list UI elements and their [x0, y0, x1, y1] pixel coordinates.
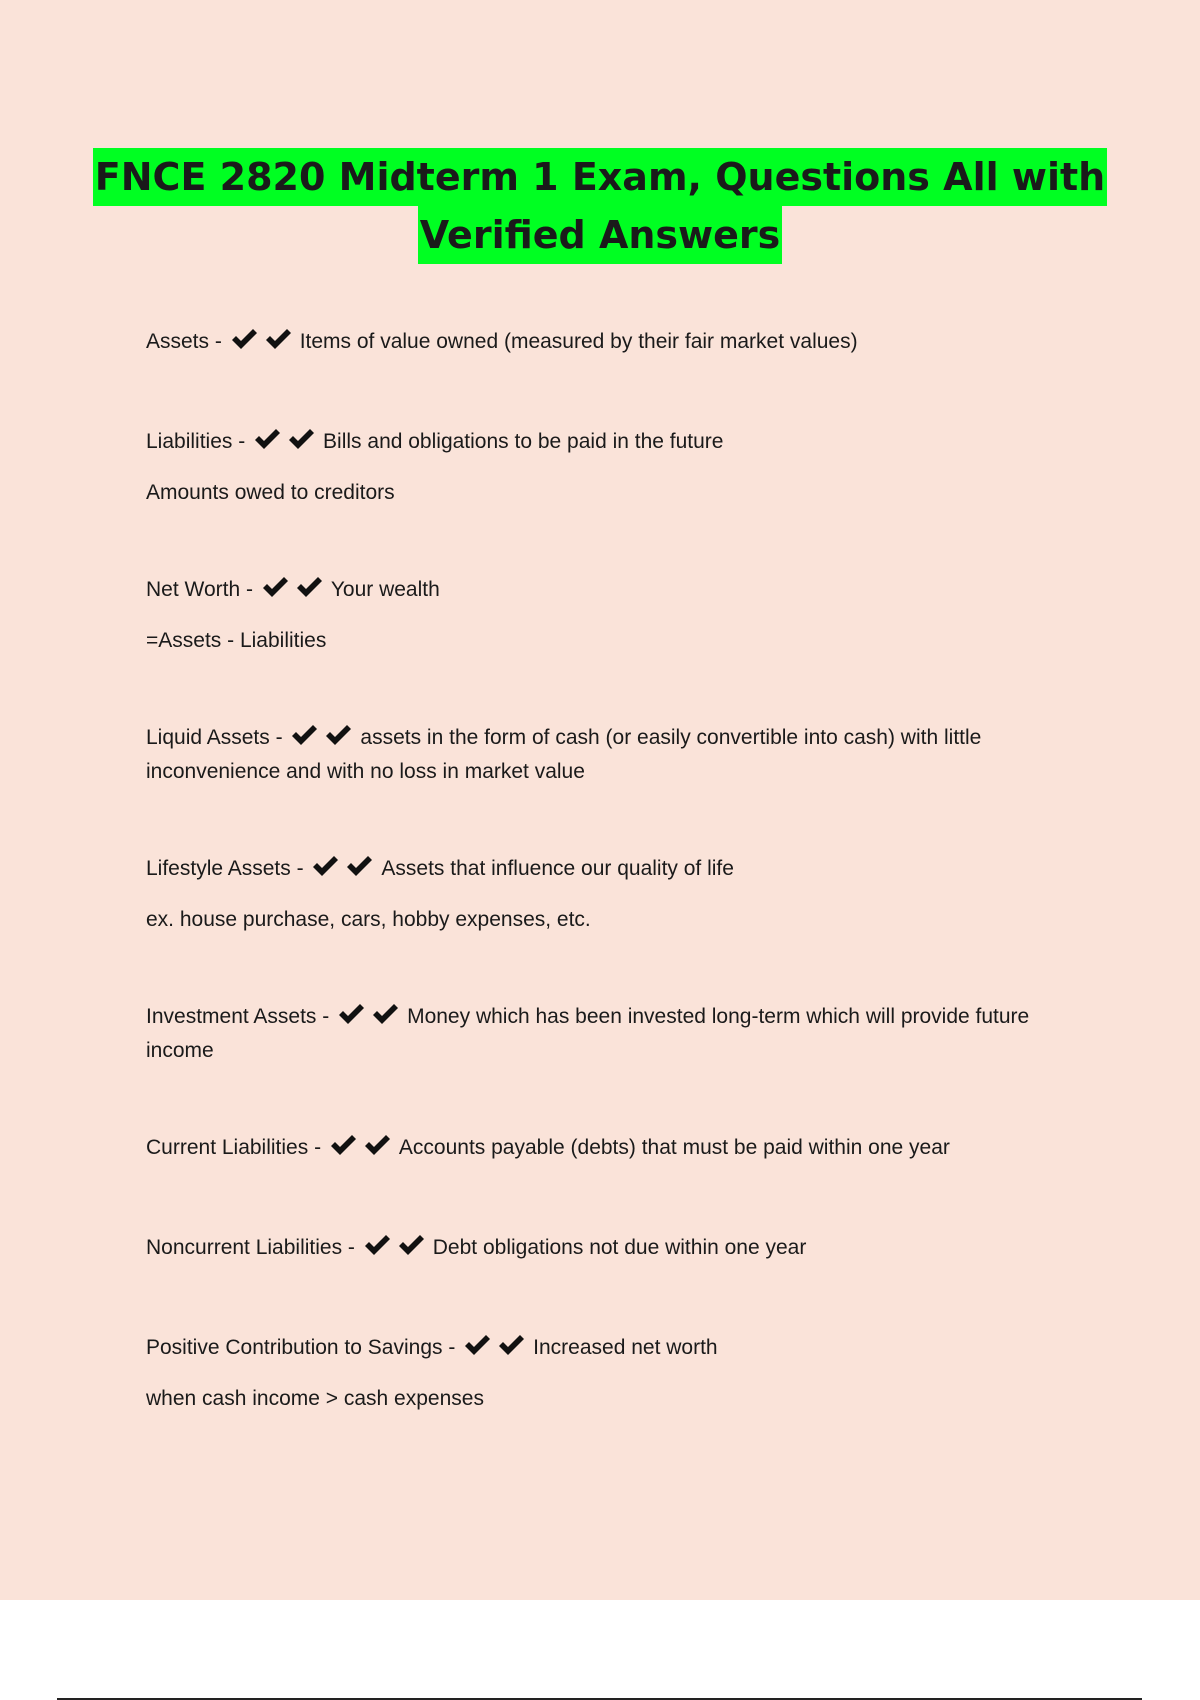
check-mark-icon [261, 575, 289, 599]
qa-item [146, 722, 1086, 787]
qa-line [146, 722, 1086, 787]
check-mark-icon [363, 1133, 391, 1157]
qa-item [146, 1332, 1086, 1414]
qa-extra-line: when cash income > cash expenses [146, 1387, 484, 1410]
document-title [0, 148, 1200, 264]
qa-line [146, 574, 1086, 608]
qa-definition: Accounts payable (debts) that must be paid within one year [398, 1136, 950, 1159]
qa-line [146, 853, 1086, 887]
verified-checks [363, 1233, 431, 1266]
verified-checks [329, 1133, 397, 1166]
check-mark-icon [264, 327, 292, 351]
verified-checks [230, 327, 298, 360]
qa-term: Liquid Assets - [146, 726, 289, 749]
qa-item [146, 426, 1086, 508]
qa-list [146, 326, 1086, 1414]
check-mark-icon [345, 854, 373, 878]
qa-definition: Your wealth [330, 578, 440, 601]
verified-checks [261, 575, 329, 608]
check-mark-icon [371, 1002, 399, 1026]
qa-definition: Debt obligations not due within one year [432, 1236, 807, 1259]
qa-line [146, 1001, 1086, 1066]
check-mark-icon [397, 1233, 425, 1257]
qa-line [146, 426, 1086, 460]
check-mark-icon [253, 427, 281, 451]
qa-definition: Items of value owned (measured by their fair market values) [299, 330, 858, 353]
qa-term: Net Worth - [146, 578, 259, 601]
check-mark-icon [287, 427, 315, 451]
verified-checks [311, 854, 379, 887]
qa-extra-line: Amounts owed to creditors [146, 481, 395, 504]
qa-definition: Increased net worth [533, 1336, 718, 1359]
check-mark-icon [290, 723, 318, 747]
title-line-2: Verified Answers [418, 206, 783, 264]
qa-extra-line: =Assets - Liabilities [146, 629, 327, 652]
qa-term: Liabilities - [146, 430, 252, 453]
verified-checks [337, 1002, 405, 1035]
check-mark-icon [363, 1233, 391, 1257]
check-mark-icon [295, 575, 323, 599]
qa-line [146, 1132, 1086, 1166]
qa-item [146, 574, 1086, 656]
qa-term: Positive Contribution to Savings - [146, 1336, 462, 1359]
qa-definition: Money which has been invested long-term which will provide future income [146, 1005, 1030, 1062]
verified-checks [290, 723, 358, 756]
check-mark-icon [311, 854, 339, 878]
qa-term: Noncurrent Liabilities - [146, 1236, 361, 1259]
qa-line [146, 326, 1086, 360]
qa-extra-line: ex. house purchase, cars, hobby expenses, etc. [146, 908, 591, 931]
qa-item [146, 853, 1086, 935]
qa-term: Investment Assets - [146, 1005, 336, 1028]
check-mark-icon [463, 1333, 491, 1357]
verified-checks [253, 427, 321, 460]
qa-item [146, 326, 1086, 360]
check-mark-icon [329, 1133, 357, 1157]
qa-line [146, 1332, 1086, 1366]
qa-item [146, 1001, 1086, 1066]
qa-item [146, 1232, 1086, 1266]
check-mark-icon [230, 327, 258, 351]
title-line-1: FNCE 2820 Midterm 1 Exam, Questions All with [93, 148, 1107, 206]
qa-definition: assets in the form of cash (or easily convertible into cash) with little inconvenience and with no loss in market value [146, 726, 982, 783]
qa-definition: Assets that influence our quality of life [381, 857, 734, 880]
qa-line [146, 1232, 1086, 1266]
qa-definition: Bills and obligations to be paid in the future [323, 430, 724, 453]
qa-term: Current Liabilities - [146, 1136, 327, 1159]
qa-term: Lifestyle Assets - [146, 857, 310, 880]
check-mark-icon [324, 723, 352, 747]
check-mark-icon [337, 1002, 365, 1026]
verified-checks [463, 1333, 531, 1366]
qa-item [146, 1132, 1086, 1166]
qa-term: Assets - [146, 330, 228, 353]
check-mark-icon [497, 1333, 525, 1357]
